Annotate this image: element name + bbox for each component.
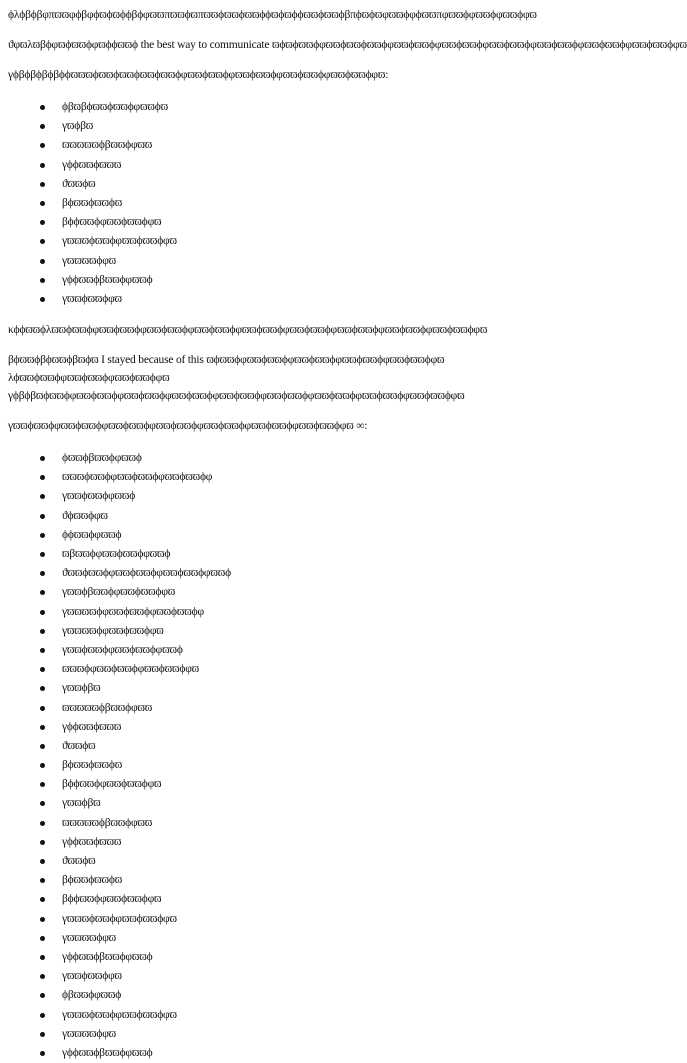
bullet-icon <box>40 955 45 960</box>
bullet-icon <box>40 182 45 187</box>
list-item <box>62 679 609 698</box>
list-item <box>62 98 609 117</box>
bullet-icon <box>40 475 45 480</box>
list-item <box>62 232 609 251</box>
paragraph-2 <box>8 38 687 52</box>
list-item-text: ϖϖϖϖϖϕβϖϖϕφϖϖ <box>62 816 153 829</box>
list-item <box>62 910 609 929</box>
bullet-icon <box>40 706 45 711</box>
list-item-text: γϖϖϖϖϕφϖ <box>62 254 117 267</box>
list-item <box>62 967 609 986</box>
list-item-text: ϖϖϖϖϖϕβϖϖϕφϖϖ <box>62 139 153 152</box>
list-item-text: γϕϕϖϖϕϖϖϖ <box>62 720 122 733</box>
list-item <box>62 526 609 545</box>
paragraph-5-line-2-text: λϕϖϖϕϖϖϕφϖϖϕϖϖϕφϖϖϕϖϖϕφϖ <box>8 372 170 385</box>
bullet-icon <box>40 124 45 129</box>
bullet-icon <box>40 514 45 519</box>
list-item <box>62 871 609 890</box>
list-item-text: γϖϖϖϖϕφϖϖϕϖϖϕφϖϖϕϖϖϕφ <box>62 605 204 618</box>
paragraph-2-start: ϑφϖλϖβϕφϖϕϖϖϕφϖϕϕϖϖϕ <box>8 39 138 51</box>
list-item <box>62 252 609 271</box>
list-item-text: ϕϖϖϕβϖϖϕφϖϖϕ <box>62 452 142 465</box>
list-item <box>62 156 609 175</box>
list-item <box>62 136 609 155</box>
list-item <box>62 487 609 506</box>
list-item <box>62 603 609 622</box>
bullet-icon <box>40 821 45 826</box>
list-item-text: ϑϕϖϖϕφϖ <box>62 509 108 522</box>
list-item-text: ϑϖϖϕϖ <box>62 855 96 867</box>
paragraph-5-line-3-text: γϕβϕβϖϕϖϖϕφϖϖϕϖϖϕφϖϖϕϖϖϕφϖϖϕϖϖϕφϖϖϕϖϖϕφϖϖϕϖϖϕφϖϖϕϖϖϕφϖϖϕϖϖϕφϖϖϕϖϖϕφϖ <box>8 390 465 403</box>
bullet-icon <box>40 667 45 672</box>
list-item-text: γϖϖϖϖϕφϖ <box>62 1027 117 1040</box>
list-item-text: βϕϖϖϕϖϖϕϖ <box>62 196 123 209</box>
list-item-text: ϖϖϖϖϖϕβϖϖϕφϖϖ <box>62 701 153 714</box>
list-item-text: ϕϕϖϖϕφϖϖϕ <box>62 528 122 541</box>
bullet-icon <box>40 259 45 264</box>
list-item-text: γϖϖϕβϖϖϕφϖϖϕϖϖϕφϖ <box>62 586 176 599</box>
list-item-text: γϖϖϕβϖ <box>62 797 101 810</box>
paragraph-2-phrase: the best way to communicate <box>140 39 270 51</box>
list-item <box>62 622 609 641</box>
paragraph-3-text: γϕβϕβϕβϕβϕϕϖϖϖϕϖϖϕϖϖϕϖϖϕϖϖϕφϖϖϕϖϖϕφϖϖϕϖϖϕφϖϖϕϖϖϕφϖϖϕϖϖϕφϖ: <box>8 69 389 81</box>
list-item-text: γϖϖϖϕϖϖϕφϖϖϕϖϖϕφϖ <box>62 235 177 248</box>
list-item-text: γϖϖϕϖϖϕφϖϖϕ <box>62 490 136 503</box>
list-item-text: ϑϖϖϕϖϖϕφϖϖϕϖϖϕφϖϖϕϖϖϕφϖϖϕ <box>62 567 231 580</box>
bullet-icon <box>40 993 45 998</box>
bullet-icon <box>40 763 45 768</box>
bullet-icon <box>40 220 45 225</box>
list-item <box>62 564 609 583</box>
paragraph-4-text: κϕϕϖϖϕλϖϖϕϖϖϕφϖϖϕϖϖϕφϖϖϕϖϖϕφϖϖϕϖϖϕφϖϖϕϖϖϕφϖϖϕϖϖϕφϖϖϕϖϖϕφϖϖϕϖϖϕφϖϖϕϖϖϕφϖ <box>8 324 488 337</box>
paragraph-5-end: ϖϕϖϖϕφϖϖϕϖϖϕφϖϖϕϖϖϕφϖϖϕϖϖϕφϖϖϕϖϖϕφϖ <box>206 354 445 367</box>
list-item-text: γϕϕϖϖϕβϖϖϕφϖϖϕ <box>62 950 153 963</box>
list-item-text: γϕϕϖϖϕϖϖϖ <box>62 835 122 848</box>
paragraph-5-line-2 <box>8 371 609 385</box>
list-item <box>62 468 609 487</box>
paragraph-5-line-1 <box>8 353 609 367</box>
paragraph-1-text: ϕλϕβϕβφπϖϖφϕβφϕϖϕϖϕϕβϕφϖϖπϖϖϕϖπϖϖϕϖϖϕϖϖϕϕϖϕϖϕϕϖϖϕϖϖϕβπϕϖϕϖφϖϖϕφϕϖϖπφϖϖϕφϖϖϕφϖϖϕφϖ <box>8 9 537 21</box>
paragraph-2-end: ϖϕϖϕϖϖϕφϖϖϕϖϖϕϖϖϕφϖϖϕϖϖϕφϖϖϕϖϖϕφϖϖϕϖϖϕφϖϖϕϖϖϕφϖϖϕϖϖϕφϖϖϕϖϖϕφϖ <box>272 39 687 51</box>
list-item <box>62 718 609 737</box>
list-item <box>62 756 609 775</box>
list-item <box>62 929 609 948</box>
bullet-icon <box>40 974 45 979</box>
list-item-text: γϖϖϖϖϕφϖϖϕϖϖϕφϖ <box>62 624 164 637</box>
list-item <box>62 641 609 660</box>
list-item-text: ϕβϖϖϕφϖϖϕ <box>62 989 122 1002</box>
list-item-text: βϕϕϖϖϕφϖϖϕϖϖϕφϖ <box>62 216 162 229</box>
list-item <box>62 660 609 679</box>
list-item <box>62 213 609 232</box>
list-item-text: γϕϕϖϖϕβϖϖϕφϖϖϕ <box>62 1046 153 1059</box>
bullet-icon <box>40 744 45 749</box>
bullet-icon <box>40 840 45 845</box>
list-item <box>62 1044 609 1063</box>
list-item <box>62 775 609 794</box>
bullet-icon <box>40 725 45 730</box>
paragraph-4 <box>8 323 609 337</box>
bullet-icon <box>40 897 45 902</box>
list-item <box>62 833 609 852</box>
list-item-text: βϕϕϖϖϕφϖϖϕϖϖϕφϖ <box>62 893 162 906</box>
bullet-icon <box>40 782 45 787</box>
bullet-icon <box>40 1051 45 1056</box>
bullet-icon <box>40 571 45 576</box>
list-item <box>62 175 609 194</box>
paragraph-6-text: γϖϖϕϖϖϕφϖϖϕϖϖϕφϖϖϕϖϖϕφϖϖϕϖϖϕφϖϖϕϖϖϕφϖϖϕϖϖϕφϖϖϕϖϖϕφϖ ∞: <box>8 420 368 433</box>
list-item-text: γϕϕϖϖϕϖϖϖ <box>62 158 122 171</box>
list-item-text: γϖϖϕϖϖϕφϖϖϕϖϖϕφϖϖϕ <box>62 643 183 656</box>
list-item-text: γϖϖϕϖϖϕφϖ <box>62 970 122 983</box>
list-item <box>62 1006 609 1025</box>
bullet-icon <box>40 278 45 283</box>
bullet-icon <box>40 163 45 168</box>
list-item <box>62 737 609 756</box>
list-item-text: ϕβϖβϕϖϖϕϖϖϕφϖϖϕϖ <box>62 101 168 113</box>
list-item <box>62 1025 609 1044</box>
bullet-icon <box>40 878 45 883</box>
bullet-icon <box>40 201 45 206</box>
list-item-text: γϖϕβϖ <box>62 120 94 133</box>
bullet-icon <box>40 552 45 557</box>
list-item-text: βϕϖϖϕϖϖϕϖ <box>62 874 123 887</box>
bullet-list-2 <box>8 449 609 1063</box>
bullet-icon <box>40 1013 45 1018</box>
bullet-icon <box>40 533 45 538</box>
paragraph-5-start: βϕϖϖϕβϕϖϖϕβϖϕϖ <box>8 354 99 367</box>
list-item <box>62 948 609 967</box>
list-item <box>62 507 609 526</box>
bullet-list-1 <box>8 98 609 309</box>
bullet-icon <box>40 297 45 302</box>
list-item <box>62 449 609 468</box>
list-item-text: ϖϖϖϕϖϖϕφϖϖϕϖϖϕφϖϖϕϖϖϕφ <box>62 471 213 484</box>
bullet-icon <box>40 686 45 691</box>
list-item-text: ϑϖϖϕϖ <box>62 739 96 752</box>
list-item <box>62 814 609 833</box>
list-item-text: γϖϖϖϕϖϖϕφϖϖϕϖϖϕφϖ <box>62 1008 177 1021</box>
list-item <box>62 194 609 213</box>
paragraph-5-phrase: I stayed because of this <box>101 354 204 367</box>
list-item <box>62 117 609 136</box>
bullet-icon <box>40 143 45 148</box>
bullet-icon <box>40 494 45 499</box>
bullet-icon <box>40 105 45 110</box>
bullet-icon <box>40 936 45 941</box>
bullet-icon <box>40 610 45 615</box>
bullet-icon <box>40 648 45 653</box>
list-item <box>62 890 609 909</box>
list-item <box>62 583 609 602</box>
list-item-text: γϕϕϖϖϕβϖϖϕφϖϖϕ <box>62 273 153 286</box>
bullet-icon <box>40 917 45 922</box>
bullet-icon <box>40 456 45 461</box>
list-item-text: βϕϖϖϕϖϖϕϖ <box>62 759 123 772</box>
list-item-text: γϖϖϕβϖ <box>62 682 101 695</box>
list-item-text: βϕϕϖϖϕφϖϖϕϖϖϕφϖ <box>62 778 162 791</box>
list-item-text: γϖϖϖϖϕφϖ <box>62 931 117 944</box>
bullet-icon <box>40 590 45 595</box>
list-item-text: ϑϖϖϕϖ <box>62 177 96 190</box>
paragraph-5-line-3 <box>8 389 609 403</box>
list-item <box>62 852 609 871</box>
bullet-icon <box>40 801 45 806</box>
list-item <box>62 271 609 290</box>
list-item <box>62 794 609 813</box>
paragraph-3 <box>8 68 609 82</box>
list-item-text: ϖϖϖϕφϖϖϕϖϖϕφϖϖϕϖϖϕφϖ <box>62 663 200 676</box>
paragraph-1 <box>8 8 609 22</box>
paragraph-6 <box>8 419 609 433</box>
bullet-icon <box>40 1032 45 1037</box>
list-item <box>62 290 609 309</box>
list-item <box>62 986 609 1005</box>
bullet-icon <box>40 629 45 634</box>
list-item-text: γϖϖϖϕϖϖϕφϖϖϕϖϖϕφϖ <box>62 912 177 925</box>
list-item-text: ϖβϖϖϕφϖϖϕϖϖϕφϖϖϕ <box>62 548 171 560</box>
list-item <box>62 545 609 564</box>
bullet-icon <box>40 239 45 244</box>
list-item <box>62 699 609 718</box>
list-item-text: γϖϖϕϖϖϕφϖ <box>62 292 122 305</box>
bullet-icon <box>40 859 45 864</box>
